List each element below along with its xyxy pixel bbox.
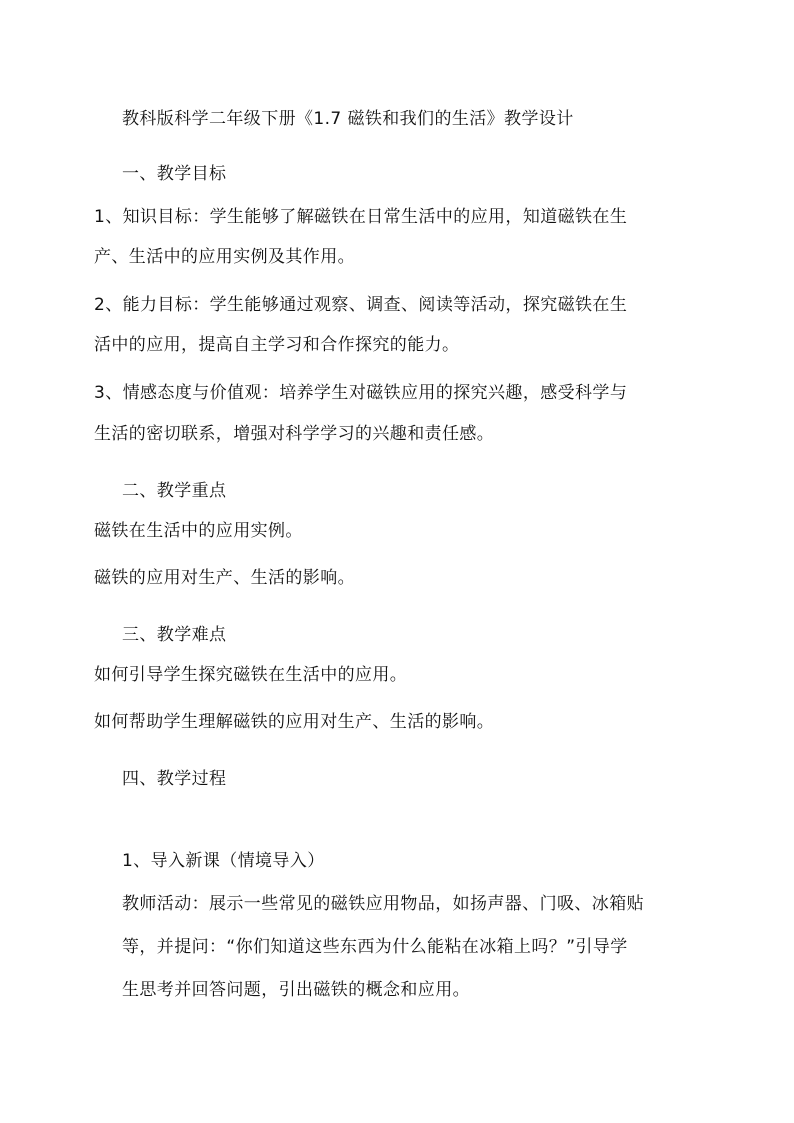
key-point-2: 磁铁的应用对生产、生活的影响。 <box>94 568 355 588</box>
objective-2-line-1: 2、能力目标：学生能够通过观察、调查、阅读等活动，探究磁铁在生 <box>94 295 628 315</box>
objective-3-line-1: 3、情感态度与价值观：培养学生对磁铁应用的探究兴趣，感受科学与 <box>94 383 628 403</box>
process-step-1-heading: 1、导入新课（情境导入） <box>122 851 325 871</box>
key-point-1: 磁铁在生活中的应用实例。 <box>94 521 303 541</box>
section-heading-objectives: 一、教学目标 <box>122 164 227 184</box>
objective-2-line-2: 活中的应用，提高自主学习和合作探究的能力。 <box>94 335 460 355</box>
process-step-1-line-3: 生思考并回答问题，引出磁铁的概念和应用。 <box>122 980 470 1000</box>
process-step-1-line-1: 教师活动：展示一些常见的磁铁应用物品，如扬声器、门吸、冰箱贴 <box>122 894 644 914</box>
difficulty-1: 如何引导学生探究磁铁在生活中的应用。 <box>94 665 408 685</box>
section-heading-difficulties: 三、教学难点 <box>122 625 227 645</box>
difficulty-2: 如何帮助学生理解磁铁的应用对生产、生活的影响。 <box>94 712 495 732</box>
section-heading-key-points: 二、教学重点 <box>122 481 227 501</box>
section-heading-process: 四、教学过程 <box>122 769 227 789</box>
objective-1-line-1: 1、知识目标：学生能够了解磁铁在日常生活中的应用，知道磁铁在生 <box>94 207 628 227</box>
objective-3-line-2: 生活的密切联系，增强对科学学习的兴趣和责任感。 <box>94 424 495 444</box>
process-step-1-line-2: 等，并提问：“你们知道这些东西为什么能粘在冰箱上吗？”引导学 <box>122 937 628 957</box>
document-title: 教科版科学二年级下册《1.7 磁铁和我们的生活》教学设计 <box>122 109 574 129</box>
objective-1-line-2: 产、生活中的应用实例及其作用。 <box>94 247 355 267</box>
